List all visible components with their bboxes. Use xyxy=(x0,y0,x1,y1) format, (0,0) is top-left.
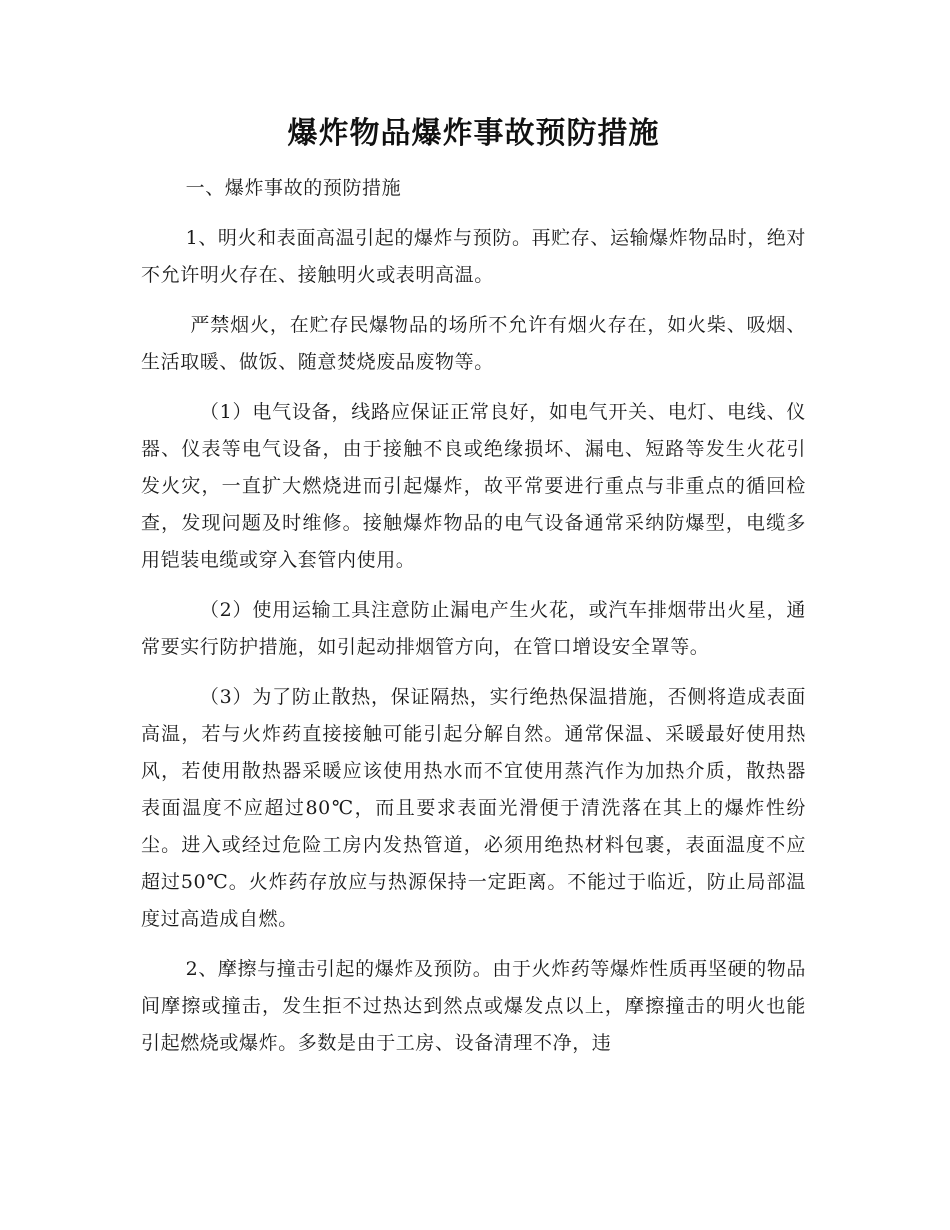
paragraph-transport-vehicles: （2）使用运输工具注意防止漏电产生火花，或汽车排烟带出火星，通常要实行防护措施，如引起动排烟管方向，在管口增设安全罩等。 xyxy=(141,599,806,658)
document-body xyxy=(141,112,806,1075)
section-heading: 一、爆炸事故的预防措施 xyxy=(185,177,402,199)
paragraph-heat-insulation: （3）为了防止散热，保证隔热，实行绝热保温措施，否侧将造成表面高温，若与火炸药直接接触可能引起分解自然。通常保温、采暖最好使用热风，若使用散热器采暖应该使用热水而不宜使用蒸汽作为加热介质，散热器表面温度不应超过80℃，而且要求表面光滑便于清洗落在其上的爆炸性纷尘。进入或经过危险工房内发热管道，必须用绝热材料包裹，表面温度不应超过50℃。火炸药存放应与热源保持一定距离。不能过于临近，防止局部温度过高造成自燃。 xyxy=(141,686,806,930)
paragraph-electrical-equipment: （1）电气设备，线路应保证正常良好，如电气开关、电灯、电线、仪器、仪表等电气设备，由于接触不良或绝缘损坏、漏电、短路等发生火花引发火灾，一直扩大燃烧进而引起爆炸，故平常要进行重点与非重点的循回检查，发现问题及时维修。接触爆炸物品的电气设备通常采纳防爆型，电缆多用铠装电缆或穿入套管内使用。 xyxy=(141,401,806,571)
paragraph-open-flame: 1、明火和表面高温引起的爆炸与预防。再贮存、运输爆炸物品时，绝对不允许明火存在、接触明火或表明高温。 xyxy=(141,227,806,286)
paragraph-friction-impact: 2、摩擦与撞击引起的爆炸及预防。由于火炸药等爆炸性质再坚硬的物品间摩擦或撞击，发生拒不过热达到然点或爆发点以上，摩擦撞击的明火也能引起燃烧或爆炸。多数是由于工房、设备清理不净，违 xyxy=(141,958,806,1054)
document-title: 爆炸物品爆炸事故预防措施 xyxy=(287,116,660,151)
paragraph-no-smoking: 严禁烟火，在贮存民爆物品的场所不允许有烟火存在，如火柴、吸烟、生活取暖、做饭、随意焚烧废品废物等。 xyxy=(141,314,806,373)
